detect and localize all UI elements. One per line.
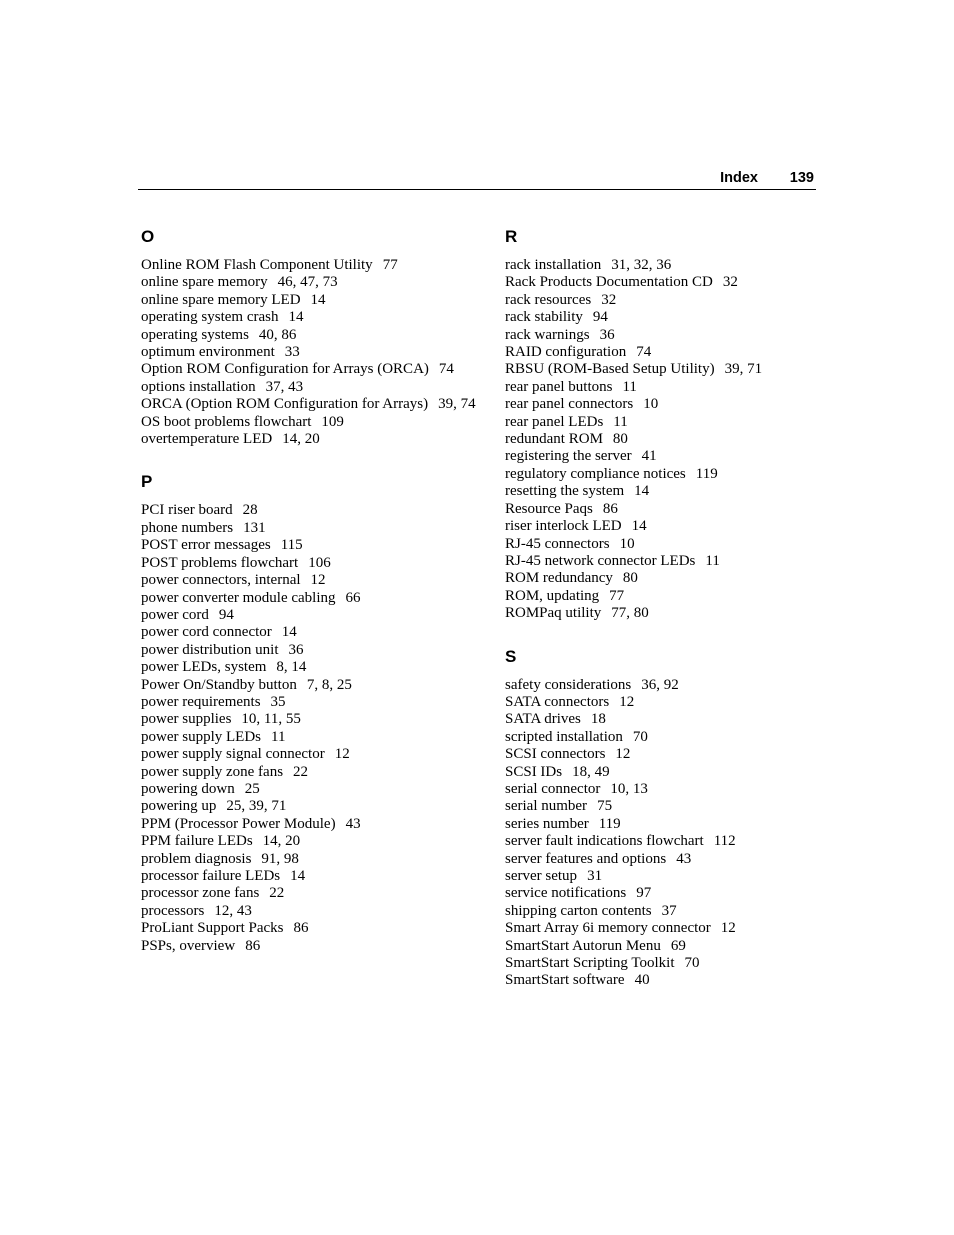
index-term: POST error messages (141, 537, 271, 554)
index-term: resetting the system (505, 483, 625, 500)
index-entry (141, 327, 481, 344)
index-entry (505, 972, 845, 989)
index-term: online spare memory (141, 274, 268, 291)
index-entry (505, 729, 845, 746)
index-page-refs: 112 (713, 833, 736, 850)
index-page-refs: 94 (592, 309, 608, 326)
index-page-refs: 77 (382, 257, 398, 273)
index-term: ORCA (Option ROM Configuration for Arrays) (141, 396, 429, 413)
index-page-refs: 43 (345, 815, 361, 832)
index-page-refs: 69 (670, 937, 686, 954)
index-entry (141, 624, 481, 641)
index-entry (505, 414, 845, 431)
index-entry (505, 764, 845, 781)
index-page-refs: 86 (602, 500, 618, 517)
index-entry (505, 920, 845, 937)
index-entry (505, 868, 845, 885)
index-term: optimum environment (141, 344, 275, 361)
index-entry (505, 885, 845, 902)
index-page-refs: 74 (438, 361, 454, 378)
index-term: ProLiant Support Packs (141, 920, 284, 937)
index-page-refs: 12 (334, 746, 350, 763)
index-entry (505, 396, 845, 413)
index-term: powering up (141, 798, 217, 815)
index-term: options installation (141, 378, 256, 395)
index-page-refs: 18, 49 (572, 763, 610, 780)
index-entry (141, 607, 481, 624)
index-entry (141, 257, 481, 274)
index-page-refs: 91, 98 (261, 850, 299, 867)
index-entry (141, 711, 481, 728)
index-entry-list (141, 502, 481, 955)
index-page-refs: 31 (587, 868, 603, 884)
index-term: Smart Array 6i memory connector (505, 920, 711, 937)
index-page-refs: 74 (636, 344, 652, 361)
index-entry (505, 274, 845, 291)
index-page-refs: 86 (245, 937, 261, 954)
index-page-refs: 12 (720, 920, 736, 937)
index-entry (505, 955, 845, 972)
index-term: online spare memory LED (141, 291, 301, 308)
header-section-label: Index (720, 170, 758, 186)
index-page-refs: 86 (293, 920, 309, 937)
index-entry (141, 590, 481, 607)
index-page-refs: 66 (345, 589, 361, 606)
index-section (141, 226, 481, 448)
index-term: PPM (Processor Power Module) (141, 815, 336, 832)
index-entry (141, 851, 481, 868)
index-term: processor zone fans (141, 885, 260, 902)
index-page-refs: 12 (615, 746, 631, 763)
index-section (505, 226, 845, 623)
section-letter: O (141, 227, 155, 246)
section-letter: P (141, 472, 153, 492)
index-term: ROM redundancy (505, 570, 613, 587)
index-term: problem diagnosis (141, 850, 252, 867)
index-page-refs: 119 (598, 815, 621, 832)
index-term: RAID configuration (505, 344, 627, 361)
index-term: series number (505, 815, 589, 832)
index-term: rear panel LEDs (505, 413, 604, 430)
index-entry (141, 379, 481, 396)
index-page-refs: 22 (269, 885, 285, 902)
index-entry (141, 798, 481, 815)
index-term: scripted installation (505, 728, 623, 745)
index-page-refs: 32 (722, 274, 738, 291)
index-entry (505, 694, 845, 711)
index-term: Resource Paqs (505, 500, 593, 517)
index-page-refs: 18 (590, 711, 606, 728)
index-entry (505, 588, 845, 605)
index-page-refs: 109 (321, 413, 344, 430)
index-page-refs: 115 (280, 537, 303, 554)
index-entry (505, 518, 845, 535)
index-page-refs: 36, 92 (641, 676, 679, 693)
index-page-refs: 41 (641, 448, 657, 465)
index-term: server features and options (505, 850, 667, 867)
index-page-refs: 94 (218, 606, 234, 623)
index-section (141, 471, 481, 955)
index-term: power LEDs, system (141, 659, 267, 676)
index-term: rack resources (505, 291, 592, 308)
index-entry (141, 885, 481, 902)
index-term: serial number (505, 798, 588, 815)
index-page-refs: 80 (612, 431, 628, 448)
index-entry (505, 483, 845, 500)
section-letter: R (505, 227, 518, 246)
index-entry (141, 868, 481, 885)
index-term: PCI riser board (141, 502, 233, 519)
index-page-refs: 14 (310, 291, 326, 308)
index-column-left (141, 226, 481, 955)
index-page-refs: 32 (601, 291, 617, 308)
index-page-refs: 35 (270, 693, 286, 710)
index-entry (505, 257, 845, 274)
index-entry (505, 309, 845, 326)
index-entry (141, 414, 481, 431)
index-term: powering down (141, 780, 235, 797)
index-entry (505, 746, 845, 763)
index-entry (141, 502, 481, 519)
index-term: operating systems (141, 326, 249, 343)
index-entry-list (505, 677, 845, 990)
index-column-right (505, 226, 845, 990)
index-entry (141, 344, 481, 361)
index-entry (505, 938, 845, 955)
page-number: 139 (789, 170, 814, 186)
index-page-refs: 7, 8, 25 (306, 676, 352, 693)
index-entry (141, 903, 481, 920)
index-entry (505, 501, 845, 518)
index-entry-list (141, 257, 481, 448)
index-term: rack warnings (505, 326, 590, 343)
index-page-refs: 11 (271, 728, 286, 745)
index-entry (505, 327, 845, 344)
index-term: rack installation (505, 257, 602, 273)
index-page-refs: 25, 39, 71 (226, 798, 287, 815)
index-term: PSPs, overview (141, 937, 236, 954)
index-term: ROMPaq utility (505, 605, 602, 622)
index-page-refs: 14, 20 (282, 431, 320, 448)
index-page-refs: 37, 43 (265, 378, 304, 395)
index-term: Rack Products Documentation CD (505, 274, 713, 291)
index-page-refs: 28 (242, 502, 258, 519)
index-page-refs: 39, 71 (724, 361, 763, 378)
index-entry (141, 361, 481, 378)
index-term: safety considerations (505, 676, 632, 693)
index-term: rear panel buttons (505, 378, 613, 395)
index-term: OS boot problems flowchart (141, 413, 312, 430)
index-term: SmartStart Scripting Toolkit (505, 955, 675, 972)
index-entry (505, 361, 845, 378)
index-page-refs: 14 (288, 309, 304, 326)
index-entry (141, 781, 481, 798)
index-term: power distribution unit (141, 641, 279, 658)
index-page-refs: 36 (599, 326, 615, 343)
index-page-refs: 22 (293, 763, 309, 780)
index-term: SmartStart software (505, 972, 625, 989)
index-entry (505, 711, 845, 728)
index-entry (505, 448, 845, 465)
index-term: Option ROM Configuration for Arrays (ORCA) (141, 361, 429, 378)
index-term: regulatory compliance notices (505, 465, 686, 482)
index-term: power converter module cabling (141, 589, 336, 606)
index-page-refs: 14, 20 (262, 833, 301, 850)
index-entry (141, 816, 481, 833)
index-term: operating system crash (141, 309, 279, 326)
index-entry (141, 746, 481, 763)
index-page-refs: 70 (632, 728, 648, 745)
index-term: rear panel connectors (505, 396, 634, 413)
index-entry (505, 816, 845, 833)
index-term: riser interlock LED (505, 518, 622, 535)
index-term: SCSI IDs (505, 763, 563, 780)
index-page-refs: 31, 32, 36 (611, 257, 672, 273)
index-entry (505, 677, 845, 694)
index-term: ROM, updating (505, 587, 600, 604)
index-entry (141, 292, 481, 309)
index-term: Online ROM Flash Component Utility (141, 257, 373, 273)
index-term: overtemperature LED (141, 431, 273, 448)
index-term: phone numbers (141, 519, 234, 536)
index-term: SCSI connectors (505, 746, 606, 763)
index-page-refs: 14 (290, 868, 306, 884)
index-entry (505, 833, 845, 850)
index-term: SmartStart Autorun Menu (505, 937, 661, 954)
index-entry (505, 605, 845, 622)
index-entry (505, 466, 845, 483)
index-entry (141, 520, 481, 537)
index-term: power supply zone fans (141, 763, 284, 780)
index-entry (141, 309, 481, 326)
index-term: power cord connector (141, 624, 272, 641)
index-entry (141, 833, 481, 850)
index-term: power supply LEDs (141, 728, 261, 745)
index-term: SATA drives (505, 711, 581, 728)
index-page-refs: 12 (310, 572, 326, 589)
index-entry (505, 903, 845, 920)
index-page-refs: 14 (634, 483, 650, 500)
index-entry (141, 677, 481, 694)
index-page-refs: 36 (288, 641, 304, 658)
index-term: server fault indications flowchart (505, 833, 704, 850)
index-entry (505, 536, 845, 553)
index-term: PPM failure LEDs (141, 833, 253, 850)
index-entry (141, 274, 481, 291)
index-page-refs: 43 (676, 850, 692, 867)
section-spacer (505, 623, 845, 646)
index-page-refs: 25 (244, 780, 260, 797)
index-entry (141, 694, 481, 711)
index-entry (505, 431, 845, 448)
index-term: shipping carton contents (505, 902, 652, 919)
index-page-refs: 40 (634, 972, 650, 989)
index-entry (141, 431, 481, 448)
index-term: processors (141, 902, 205, 919)
index-entry (141, 659, 481, 676)
index-page-refs: 10, 13 (610, 780, 648, 797)
index-page-refs: 80 (622, 570, 638, 587)
index-page-refs: 14 (281, 624, 297, 641)
index-page-refs: 106 (308, 554, 331, 571)
index-entry (141, 537, 481, 554)
index-page-refs: 10 (619, 535, 635, 552)
index-page-refs: 12 (619, 693, 635, 710)
index-page-refs: 77, 80 (611, 605, 649, 622)
index-page-refs: 14 (631, 518, 647, 535)
index-term: rack stability (505, 309, 583, 326)
index-term: power supplies (141, 711, 232, 728)
index-entry (505, 379, 845, 396)
index-term: RJ-45 connectors (505, 535, 610, 552)
index-term: RBSU (ROM-Based Setup Utility) (505, 361, 715, 378)
index-page-refs: 119 (695, 465, 718, 482)
index-entry-list (505, 257, 845, 623)
index-entry (505, 344, 845, 361)
index-entry (505, 781, 845, 798)
index-term: POST problems flowchart (141, 554, 299, 571)
index-section (505, 646, 845, 990)
index-entry (141, 920, 481, 937)
index-term: processor failure LEDs (141, 868, 281, 884)
index-term: Power On/Standby button (141, 676, 297, 693)
index-term: redundant ROM (505, 431, 603, 448)
index-entry (141, 938, 481, 955)
index-term: power cord (141, 606, 209, 623)
running-header (138, 168, 816, 190)
index-entry (141, 572, 481, 589)
section-spacer (141, 448, 481, 471)
index-page-refs: 10, 11, 55 (241, 711, 301, 728)
index-page-refs: 11 (613, 413, 628, 430)
section-letter: S (505, 646, 517, 666)
index-page-refs: 39, 74 (438, 396, 476, 413)
index-page-refs: 75 (597, 798, 613, 815)
index-entry (505, 798, 845, 815)
index-entry (141, 642, 481, 659)
index-entry (505, 292, 845, 309)
index-term: power requirements (141, 693, 261, 710)
index-page-refs: 37 (661, 902, 677, 919)
index-page-refs: 97 (636, 885, 652, 902)
index-entry (141, 729, 481, 746)
index-page-refs: 70 (684, 955, 700, 972)
index-entry (505, 553, 845, 570)
index-entry (141, 764, 481, 781)
index-page-refs: 8, 14 (276, 659, 307, 676)
index-term: SATA connectors (505, 693, 610, 710)
index-term: RJ-45 network connector LEDs (505, 552, 696, 569)
index-term: power supply signal connector (141, 746, 325, 763)
index-term: server setup (505, 868, 578, 884)
index-page-refs: 33 (284, 344, 300, 361)
index-page-refs: 77 (609, 587, 625, 604)
index-entry (141, 555, 481, 572)
index-entry (505, 851, 845, 868)
index-term: service notifications (505, 885, 627, 902)
index-page-refs: 46, 47, 73 (277, 274, 338, 291)
index-page-refs: 10 (643, 396, 659, 413)
index-term: serial connector (505, 780, 601, 797)
index-term: registering the server (505, 448, 632, 465)
index-page-refs: 131 (243, 519, 266, 536)
index-entry (141, 396, 481, 413)
index-page-refs: 11 (622, 378, 637, 395)
index-page-refs: 40, 86 (258, 326, 297, 343)
index-entry (505, 570, 845, 587)
index-page-refs: 11 (705, 552, 720, 569)
index-page-refs: 12, 43 (214, 902, 252, 919)
index-term: power connectors, internal (141, 572, 301, 589)
